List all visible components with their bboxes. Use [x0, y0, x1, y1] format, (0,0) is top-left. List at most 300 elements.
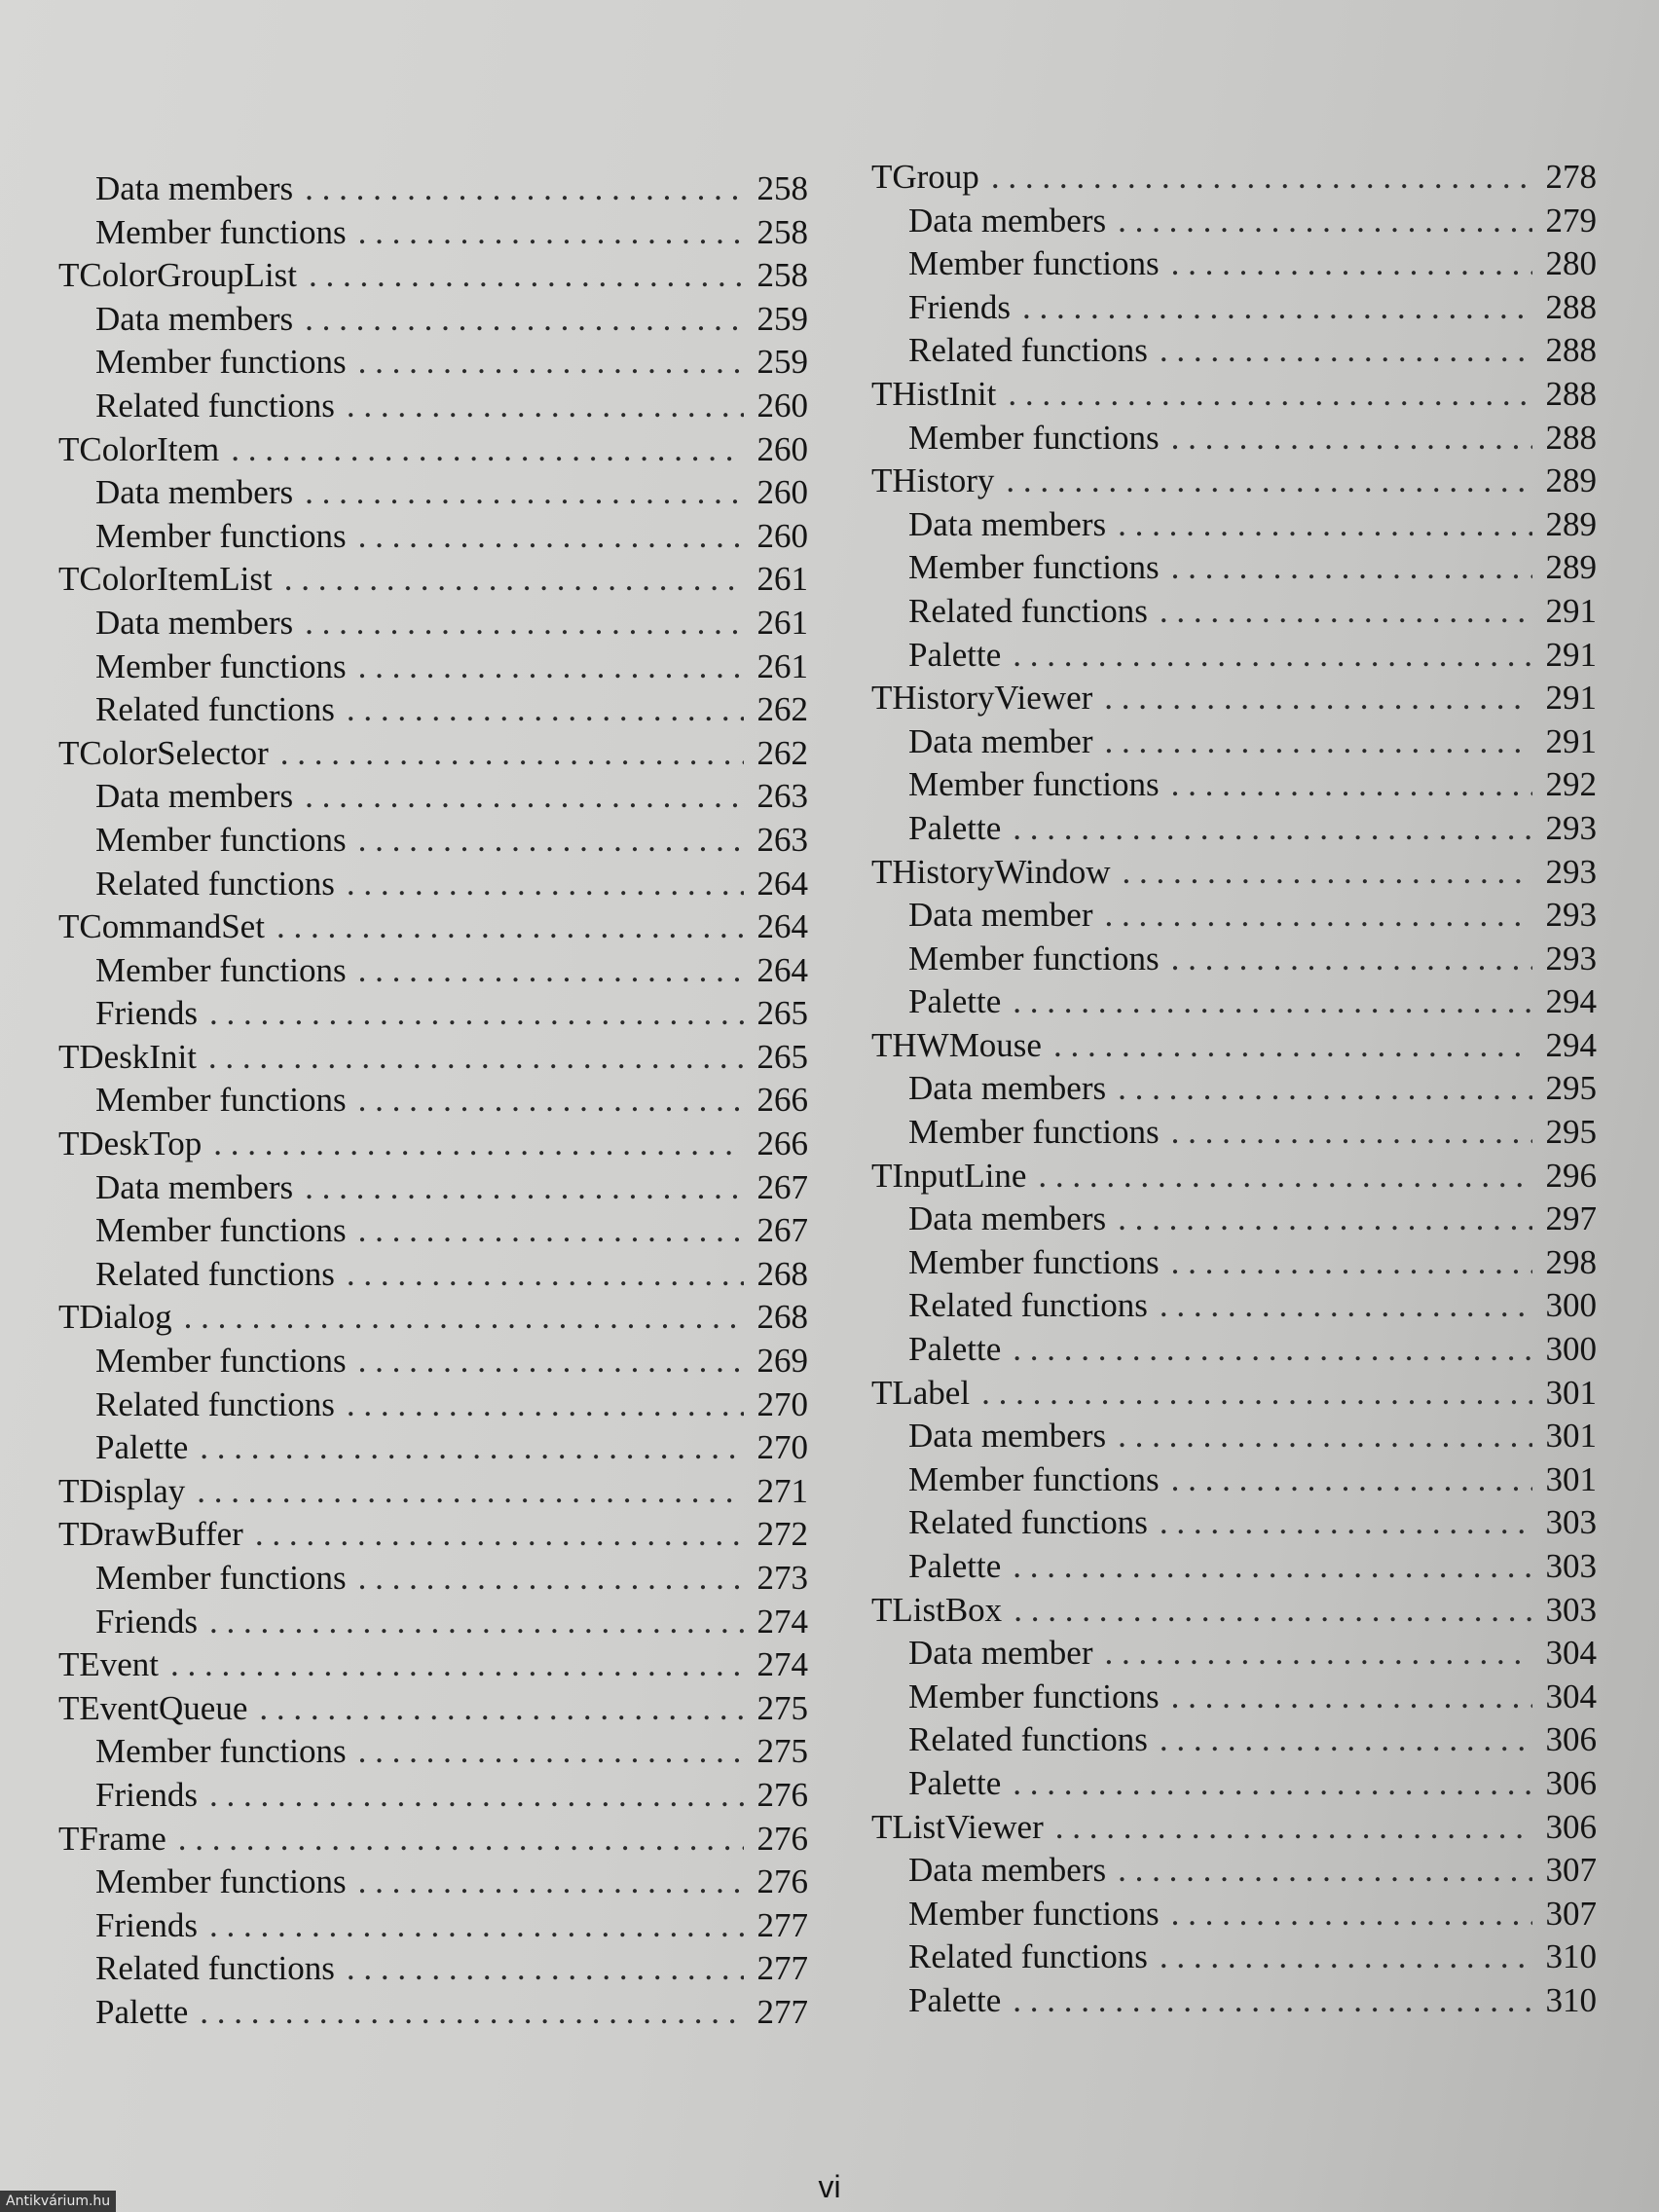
toc-subentry: [871, 590, 1597, 634]
toc-subentry: [58, 992, 808, 1036]
dot-leader: [1118, 1067, 1532, 1111]
toc-subentry: [58, 1426, 808, 1470]
toc-page-number: 275: [756, 1688, 808, 1727]
dot-leader: [1171, 546, 1532, 590]
dot-leader: [1013, 1979, 1532, 2023]
toc-page-number: 264: [756, 907, 808, 946]
toc-subentry: [58, 298, 808, 342]
dot-leader: [1022, 286, 1532, 330]
toc-page-number: 300: [1545, 1330, 1597, 1369]
toc-entry-label: Data members: [95, 1167, 294, 1206]
toc-entry-label: TDrawBuffer: [58, 1515, 243, 1554]
toc-class-entry: [871, 1589, 1597, 1633]
toc-page-number: 259: [756, 343, 808, 382]
dot-leader: [231, 428, 744, 472]
toc-entry-label: THistoryViewer: [871, 679, 1093, 718]
dot-leader: [280, 732, 744, 776]
dot-leader: [200, 1426, 744, 1470]
toc-page-number: 264: [756, 864, 808, 903]
dot-leader: [284, 558, 744, 602]
toc-entry-label: Palette: [908, 1330, 1002, 1369]
dot-leader: [347, 1383, 744, 1427]
toc-subentry: [58, 863, 808, 906]
toc-entry-label: Friends: [95, 1905, 198, 1944]
dot-leader: [170, 1643, 744, 1687]
toc-entry-label: TColorItem: [58, 429, 220, 468]
dot-leader: [1171, 417, 1532, 461]
toc-subentry: [871, 417, 1597, 461]
dot-leader: [1123, 851, 1532, 895]
toc-page-number: 260: [756, 429, 808, 468]
toc-page-number: 263: [756, 777, 808, 816]
toc-entry-label: Data members: [908, 1199, 1107, 1238]
toc-page-number: 266: [756, 1124, 808, 1163]
toc-page-number: 264: [756, 950, 808, 989]
toc-page-number: 288: [1545, 374, 1597, 413]
dot-leader: [1160, 590, 1532, 634]
toc-page-number: 288: [1545, 287, 1597, 326]
toc-entry-label: Friends: [95, 1775, 198, 1814]
toc-class-entry: [871, 851, 1597, 895]
toc-subentry: [871, 1415, 1597, 1458]
dot-leader: [991, 156, 1532, 200]
toc-page-number: 261: [756, 603, 808, 642]
dot-leader: [200, 1991, 744, 2035]
toc-page-number: 306: [1545, 1763, 1597, 1802]
toc-page-number: 258: [756, 212, 808, 251]
toc-subentry: [871, 634, 1597, 678]
toc-left-column: [58, 167, 808, 2035]
dot-leader: [1171, 1458, 1532, 1502]
toc-page-number: 274: [756, 1602, 808, 1641]
dot-leader: [305, 167, 744, 211]
toc-page-number: 278: [1545, 158, 1597, 196]
toc-entry-label: Data members: [95, 169, 294, 207]
toc-class-entry: [58, 905, 808, 949]
toc-entry-label: Data members: [95, 473, 294, 512]
toc-subentry: [871, 546, 1597, 590]
toc-subentry: [871, 1501, 1597, 1545]
toc-entry-label: Data member: [908, 896, 1093, 935]
dot-leader: [213, 1123, 744, 1166]
toc-entry-label: Friends: [95, 1602, 198, 1641]
toc-subentry: [58, 1730, 808, 1774]
toc-entry-label: TColorSelector: [58, 733, 269, 772]
toc-class-entry: [871, 1024, 1597, 1068]
toc-entry-label: Related functions: [908, 591, 1148, 630]
dot-leader: [1160, 329, 1532, 373]
toc-page-number: 294: [1545, 1025, 1597, 1064]
toc-entry-label: Data members: [95, 299, 294, 338]
toc-entry-label: TLabel: [871, 1373, 971, 1412]
toc-subentry: [58, 1947, 808, 1991]
dot-leader: [358, 341, 744, 385]
toc-entry-label: TGroup: [871, 158, 979, 196]
dot-leader: [1104, 677, 1532, 720]
dot-leader: [358, 819, 744, 863]
dot-leader: [255, 1513, 744, 1557]
toc-entry-label: Palette: [908, 1980, 1002, 2019]
dot-leader: [358, 1079, 744, 1123]
toc-page-number: 288: [1545, 331, 1597, 370]
dot-leader: [209, 992, 744, 1036]
toc-entry-label: Member functions: [95, 1862, 347, 1901]
toc-page-number: 291: [1545, 635, 1597, 674]
toc-page-number: 304: [1545, 1634, 1597, 1673]
toc-entry-label: Member functions: [908, 939, 1160, 977]
dot-leader: [1171, 1111, 1532, 1155]
toc-entry-label: Palette: [95, 1428, 189, 1467]
toc-subentry: [871, 1979, 1597, 2023]
toc-page-number: 289: [1545, 461, 1597, 500]
toc-page-number: 262: [756, 733, 808, 772]
toc-entry-label: Data member: [908, 1634, 1093, 1673]
toc-page-number: 258: [756, 169, 808, 207]
dot-leader: [347, 1253, 744, 1297]
toc-page-number: 301: [1545, 1417, 1597, 1456]
toc-subentry: [871, 1676, 1597, 1719]
toc-subentry: [58, 645, 808, 689]
toc-page-number: 292: [1545, 765, 1597, 804]
toc-page-number: 301: [1545, 1459, 1597, 1498]
toc-class-entry: [58, 1513, 808, 1557]
dot-leader: [305, 298, 744, 342]
dot-leader: [358, 1340, 744, 1383]
toc-page-number: 288: [1545, 418, 1597, 457]
toc-entry-label: TListBox: [871, 1590, 1003, 1629]
toc-entry-label: TCommandSet: [58, 907, 265, 946]
toc-page-number: 276: [756, 1862, 808, 1901]
toc-entry-label: Related functions: [95, 864, 335, 903]
dot-leader: [276, 905, 744, 949]
toc-class-entry: [58, 1296, 808, 1340]
dot-leader: [305, 471, 744, 515]
dot-leader: [1160, 1501, 1532, 1545]
toc-page-number: 275: [756, 1732, 808, 1771]
toc-entry-label: Member functions: [95, 1732, 347, 1771]
toc-entry-label: Data member: [908, 721, 1093, 760]
toc-subentry: [871, 1936, 1597, 1979]
toc-page-number: 280: [1545, 244, 1597, 283]
dot-leader: [1014, 1589, 1532, 1633]
toc-page-number: 304: [1545, 1677, 1597, 1715]
toc-page-number: 267: [756, 1167, 808, 1206]
toc-subentry: [58, 819, 808, 863]
toc-entry-label: Member functions: [908, 418, 1160, 457]
toc-page-number: 277: [756, 1905, 808, 1944]
toc-page-number: 289: [1545, 504, 1597, 543]
toc-page-number: 306: [1545, 1807, 1597, 1846]
toc-subentry: [58, 1861, 808, 1904]
dot-leader: [1105, 720, 1533, 764]
toc-entry-label: Related functions: [95, 1949, 335, 1988]
dot-leader: [209, 1774, 744, 1818]
toc-class-entry: [58, 1687, 808, 1731]
dot-leader: [1118, 503, 1532, 547]
toc-entry-label: Member functions: [908, 244, 1160, 283]
toc-class-entry: [58, 732, 808, 776]
toc-page-number: 298: [1545, 1242, 1597, 1281]
toc-page-number: 303: [1545, 1503, 1597, 1542]
toc-subentry: [58, 385, 808, 428]
dot-leader: [347, 1947, 744, 1991]
toc-entry-label: Data members: [95, 603, 294, 642]
toc-subentry: [871, 200, 1597, 243]
toc-page-number: 263: [756, 820, 808, 859]
toc-entry-label: TDialog: [58, 1298, 172, 1337]
toc-subentry: [58, 1991, 808, 2035]
toc-page-number: 276: [756, 1819, 808, 1858]
toc-page-number: 268: [756, 1254, 808, 1293]
toc-page-number: 277: [756, 1949, 808, 1988]
dot-leader: [209, 1601, 744, 1644]
toc-subentry: [58, 1079, 808, 1123]
toc-subentry: [58, 602, 808, 645]
toc-subentry: [871, 894, 1597, 938]
toc-entry-label: TDeskInit: [58, 1037, 197, 1076]
toc-page-number: 307: [1545, 1851, 1597, 1890]
toc-subentry: [871, 938, 1597, 981]
toc-page-number: 273: [756, 1559, 808, 1597]
toc-subentry: [58, 1601, 808, 1644]
dot-leader: [1006, 460, 1532, 503]
dot-leader: [209, 1904, 744, 1948]
dot-leader: [347, 863, 744, 906]
dot-leader: [358, 211, 744, 255]
dot-leader: [1171, 1893, 1532, 1936]
toc-page-number: 310: [1545, 1937, 1597, 1976]
toc-page-number: 296: [1545, 1156, 1597, 1195]
toc-subentry: [871, 1067, 1597, 1111]
toc-page-number: 258: [756, 256, 808, 295]
dot-leader: [1118, 1415, 1532, 1458]
toc-entry-label: Data members: [908, 1851, 1107, 1890]
toc-page-number: 269: [756, 1342, 808, 1381]
dot-leader: [1013, 634, 1532, 678]
dot-leader: [1013, 807, 1532, 851]
toc-subentry: [871, 1849, 1597, 1893]
toc-subentry: [58, 167, 808, 211]
dot-leader: [358, 645, 744, 689]
toc-page-number: 261: [756, 646, 808, 685]
toc-page-number: 272: [756, 1515, 808, 1554]
toc-class-entry: [58, 1470, 808, 1514]
dot-leader: [1013, 1328, 1532, 1372]
toc-subentry: [871, 1284, 1597, 1328]
dot-leader: [309, 254, 744, 298]
dot-leader: [1171, 938, 1532, 981]
toc-entry-label: Friends: [908, 287, 1011, 326]
watermark-logo: Antikvárium.hu: [0, 2191, 116, 2212]
toc-subentry: [58, 949, 808, 993]
dot-leader: [1160, 1718, 1532, 1762]
toc-class-entry: [871, 677, 1597, 720]
toc-entry-label: Member functions: [908, 1894, 1160, 1933]
dot-leader: [178, 1818, 744, 1862]
toc-entry-label: THistory: [871, 461, 995, 500]
dot-leader: [305, 1166, 744, 1210]
toc-entry-label: TFrame: [58, 1819, 166, 1858]
dot-leader: [358, 1209, 744, 1253]
toc-subentry: [871, 807, 1597, 851]
toc-page-number: 274: [756, 1645, 808, 1684]
dot-leader: [1008, 373, 1532, 417]
toc-entry-label: Palette: [908, 1763, 1002, 1802]
toc-entry-label: Member functions: [95, 516, 347, 555]
toc-subentry: [58, 1383, 808, 1427]
dot-leader: [347, 688, 744, 732]
toc-subentry: [871, 1718, 1597, 1762]
toc-page-number: 301: [1545, 1373, 1597, 1412]
toc-entry-label: TListViewer: [871, 1807, 1044, 1846]
toc-class-entry: [871, 1155, 1597, 1198]
dot-leader: [1013, 980, 1532, 1024]
toc-page-number: 307: [1545, 1894, 1597, 1933]
toc-subentry: [871, 329, 1597, 373]
toc-entry-label: Palette: [908, 982, 1002, 1021]
toc-entry-label: Related functions: [95, 386, 335, 424]
toc-page-number: 267: [756, 1211, 808, 1250]
toc-entry-label: Palette: [908, 635, 1002, 674]
toc-page-number: 271: [756, 1471, 808, 1510]
toc-entry-label: Member functions: [908, 1677, 1160, 1715]
toc-entry-label: Member functions: [95, 343, 347, 382]
toc-page-number: 265: [756, 1037, 808, 1076]
toc-subentry: [58, 688, 808, 732]
toc-entry-label: Data members: [908, 504, 1107, 543]
dot-leader: [1053, 1024, 1532, 1068]
toc-page-number: 293: [1545, 896, 1597, 935]
toc-page-number: 289: [1545, 548, 1597, 587]
toc-page-number: 268: [756, 1298, 808, 1337]
dot-leader: [305, 602, 744, 645]
toc-page-number: 277: [756, 1992, 808, 2031]
toc-entry-label: TEvent: [58, 1645, 160, 1684]
toc-right-column: [871, 156, 1597, 2023]
toc-page-number: 291: [1545, 679, 1597, 718]
toc-class-entry: [58, 254, 808, 298]
toc-class-entry: [58, 1818, 808, 1862]
toc-entry-label: TColorGroupList: [58, 256, 297, 295]
toc-entry-label: TColorItemList: [58, 560, 273, 599]
toc-subentry: [871, 1458, 1597, 1502]
toc-subentry: [871, 1111, 1597, 1155]
dot-leader: [358, 1557, 744, 1601]
toc-subentry: [58, 1774, 808, 1818]
dot-leader: [208, 1036, 744, 1080]
dot-leader: [1171, 242, 1532, 286]
toc-page-number: 266: [756, 1081, 808, 1120]
toc-entry-label: TDisplay: [58, 1471, 186, 1510]
toc-subentry: [871, 1632, 1597, 1676]
toc-page-number: 295: [1545, 1113, 1597, 1152]
toc-subentry: [871, 1241, 1597, 1285]
toc-page-number: 293: [1545, 808, 1597, 847]
toc-entry-label: Related functions: [95, 1384, 335, 1423]
dot-leader: [1118, 1849, 1532, 1893]
dot-leader: [1013, 1762, 1532, 1806]
toc-entry-label: THWMouse: [871, 1025, 1042, 1064]
toc-subentry: [58, 471, 808, 515]
dot-leader: [1171, 1676, 1532, 1719]
toc-entry-label: Member functions: [95, 1559, 347, 1597]
dot-leader: [358, 1861, 744, 1904]
toc-entry-label: Friends: [95, 994, 198, 1033]
dot-leader: [347, 385, 744, 428]
dot-leader: [358, 949, 744, 993]
dot-leader: [1055, 1806, 1532, 1850]
toc-entry-label: Member functions: [908, 1242, 1160, 1281]
toc-entry-label: Member functions: [908, 548, 1160, 587]
toc-page-number: 270: [756, 1384, 808, 1423]
toc-class-entry: [871, 156, 1597, 200]
toc-subentry: [58, 211, 808, 255]
toc-class-entry: [871, 1806, 1597, 1850]
dot-leader: [358, 1730, 744, 1774]
toc-page-number: 260: [756, 473, 808, 512]
toc-class-entry: [871, 460, 1597, 503]
dot-leader: [1118, 200, 1532, 243]
toc-subentry: [58, 1209, 808, 1253]
toc-entry-label: Member functions: [95, 820, 347, 859]
toc-subentry: [871, 1545, 1597, 1589]
toc-entry-label: Member functions: [908, 765, 1160, 804]
toc-class-entry: [58, 428, 808, 472]
toc-page-number: 259: [756, 299, 808, 338]
toc-entry-label: THistoryWindow: [871, 852, 1111, 891]
dot-leader: [1160, 1936, 1532, 1979]
toc-entry-label: Member functions: [95, 646, 347, 685]
toc-subentry: [871, 1893, 1597, 1936]
toc-class-entry: [58, 1036, 808, 1080]
toc-class-entry: [58, 558, 808, 602]
toc-entry-label: Related functions: [908, 1937, 1148, 1976]
page-number: vi: [818, 2169, 841, 2204]
toc-subentry: [58, 1904, 808, 1948]
toc-subentry: [871, 980, 1597, 1024]
toc-subentry: [871, 720, 1597, 764]
toc-subentry: [871, 1198, 1597, 1241]
dot-leader: [1038, 1155, 1532, 1198]
toc-entry-label: Member functions: [95, 1342, 347, 1381]
toc-entry-label: Related functions: [95, 690, 335, 729]
toc-entry-label: Member functions: [95, 1081, 347, 1120]
toc-entry-label: Data members: [908, 1069, 1107, 1108]
toc-page-number: 294: [1545, 982, 1597, 1021]
toc-page-number: 295: [1545, 1069, 1597, 1108]
toc-entry-label: Data members: [95, 777, 294, 816]
toc-page-number: 291: [1545, 591, 1597, 630]
toc-subentry: [58, 775, 808, 819]
toc-page-number: 303: [1545, 1547, 1597, 1585]
dot-leader: [305, 775, 744, 819]
toc-page-number: 260: [756, 516, 808, 555]
dot-leader: [184, 1296, 744, 1340]
dot-leader: [358, 515, 744, 559]
toc-subentry: [871, 286, 1597, 330]
toc-page-number: 291: [1545, 721, 1597, 760]
toc-page-number: 297: [1545, 1199, 1597, 1238]
toc-entry-label: Related functions: [908, 1286, 1148, 1325]
toc-subentry: [871, 1328, 1597, 1372]
toc-entry-label: Member functions: [908, 1459, 1160, 1498]
toc-subentry: [871, 763, 1597, 807]
toc-entry-label: Data members: [908, 1417, 1107, 1456]
toc-page-number: 310: [1545, 1980, 1597, 2019]
dot-leader: [259, 1687, 744, 1731]
toc-page-number: 270: [756, 1428, 808, 1467]
toc-page-number: 303: [1545, 1590, 1597, 1629]
